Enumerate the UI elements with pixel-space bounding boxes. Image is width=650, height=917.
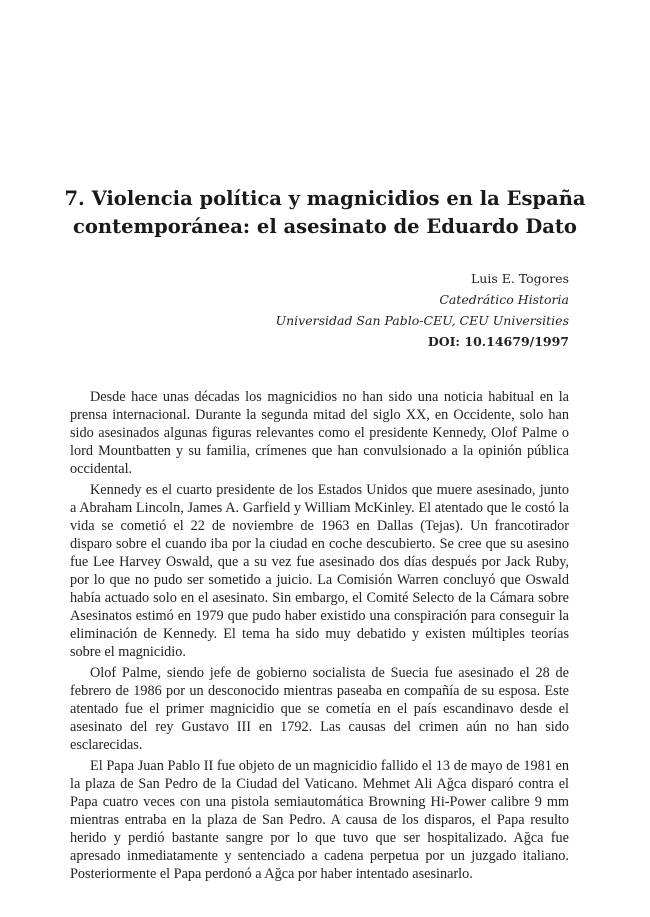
paragraph: El Papa Juan Pablo II fue objeto de un magnicidio fallido el 13 de mayo de 1981 en la plaza de San Pedro de la Ciudad del Vaticano. Mehmet Ali Ağca disparó contra el Papa cuatro veces con una pistola semiautomática Browning Hi-Power calibre 9 mm mientras entraba en la plaza de San Pedro. A causa de los disparos, el Papa resulto herido y perdió bastante sangre por lo que tuvo que ser hospitalizado. Ağca fue apresado inmediatamente y sentenciado a cadena perpetua por un juzgado italiano. Posteriormente el Papa perdonó a Ağca por haber intentado asesinarlo. [70,758,569,882]
paragraph: Desde hace unas décadas los magnicidios no han sido una noticia habitual en la prensa internacional. Durante la segunda mitad del siglo XX, en Occidente, solo han sido asesinados algunas figuras relevantes como el presidente Kennedy, Olof Palme o lord Mountbatten y su familia, crímenes que han convulsionado a la opinión pública occidental. [70,389,569,477]
chapter-title-line-2: contemporánea: el asesinato de Eduardo Dato [73,215,577,238]
author-institution: Universidad San Pablo-CEU, CEU Universities [275,313,569,328]
paragraph: Kennedy es el cuarto presidente de los Estados Unidos que muere asesinado, junto a Abraham Lincoln, James A. Garfield y William McKinley. El atentado que le costó la vida se cometió el 22 de noviembre de 1963 en Dallas (Tejas). Un francotirador disparo sobre el cuando iba por la ciudad en coche descubierto. Se cree que su asesino fue Lee Harvey Oswald, que a su vez fue asesinado dos días después por Jack Ruby, por lo que no pudo ser sometido a juicio. La Comisión Warren concluyó que Oswald había actuado solo en el asesinato. Sin embargo, el Comité Selecto de la Cámara sobre Asesinatos estimó en 1979 que pudo haber existido una conspiración para conseguir la eliminación de Kennedy. El tema ha sido muy debatido y existen múltiples teorías sobre el magnicidio. [70,482,569,660]
author-block [276,268,569,352]
author-role: Catedrático Historia [439,292,569,307]
chapter-title [60,185,590,241]
doi-identifier: DOI: 10.14679/1997 [427,334,569,349]
chapter-title-line-1: 7. Violencia política y magnicidios en la España [64,187,586,210]
author-name: Luis E. Togores [470,271,569,286]
paragraph: Olof Palme, siendo jefe de gobierno socialista de Suecia fue asesinado el 28 de febrero de 1986 por un desconocido mientras paseaba en compañía de su esposa. Este atentado fue el primer magnicidio que se cometía en el país escandinavo desde el asesinato del rey Gustavo III en 1792. Las causas del crimen aún no han sido esclarecidas. [70,665,569,753]
body-text [70,388,569,886]
